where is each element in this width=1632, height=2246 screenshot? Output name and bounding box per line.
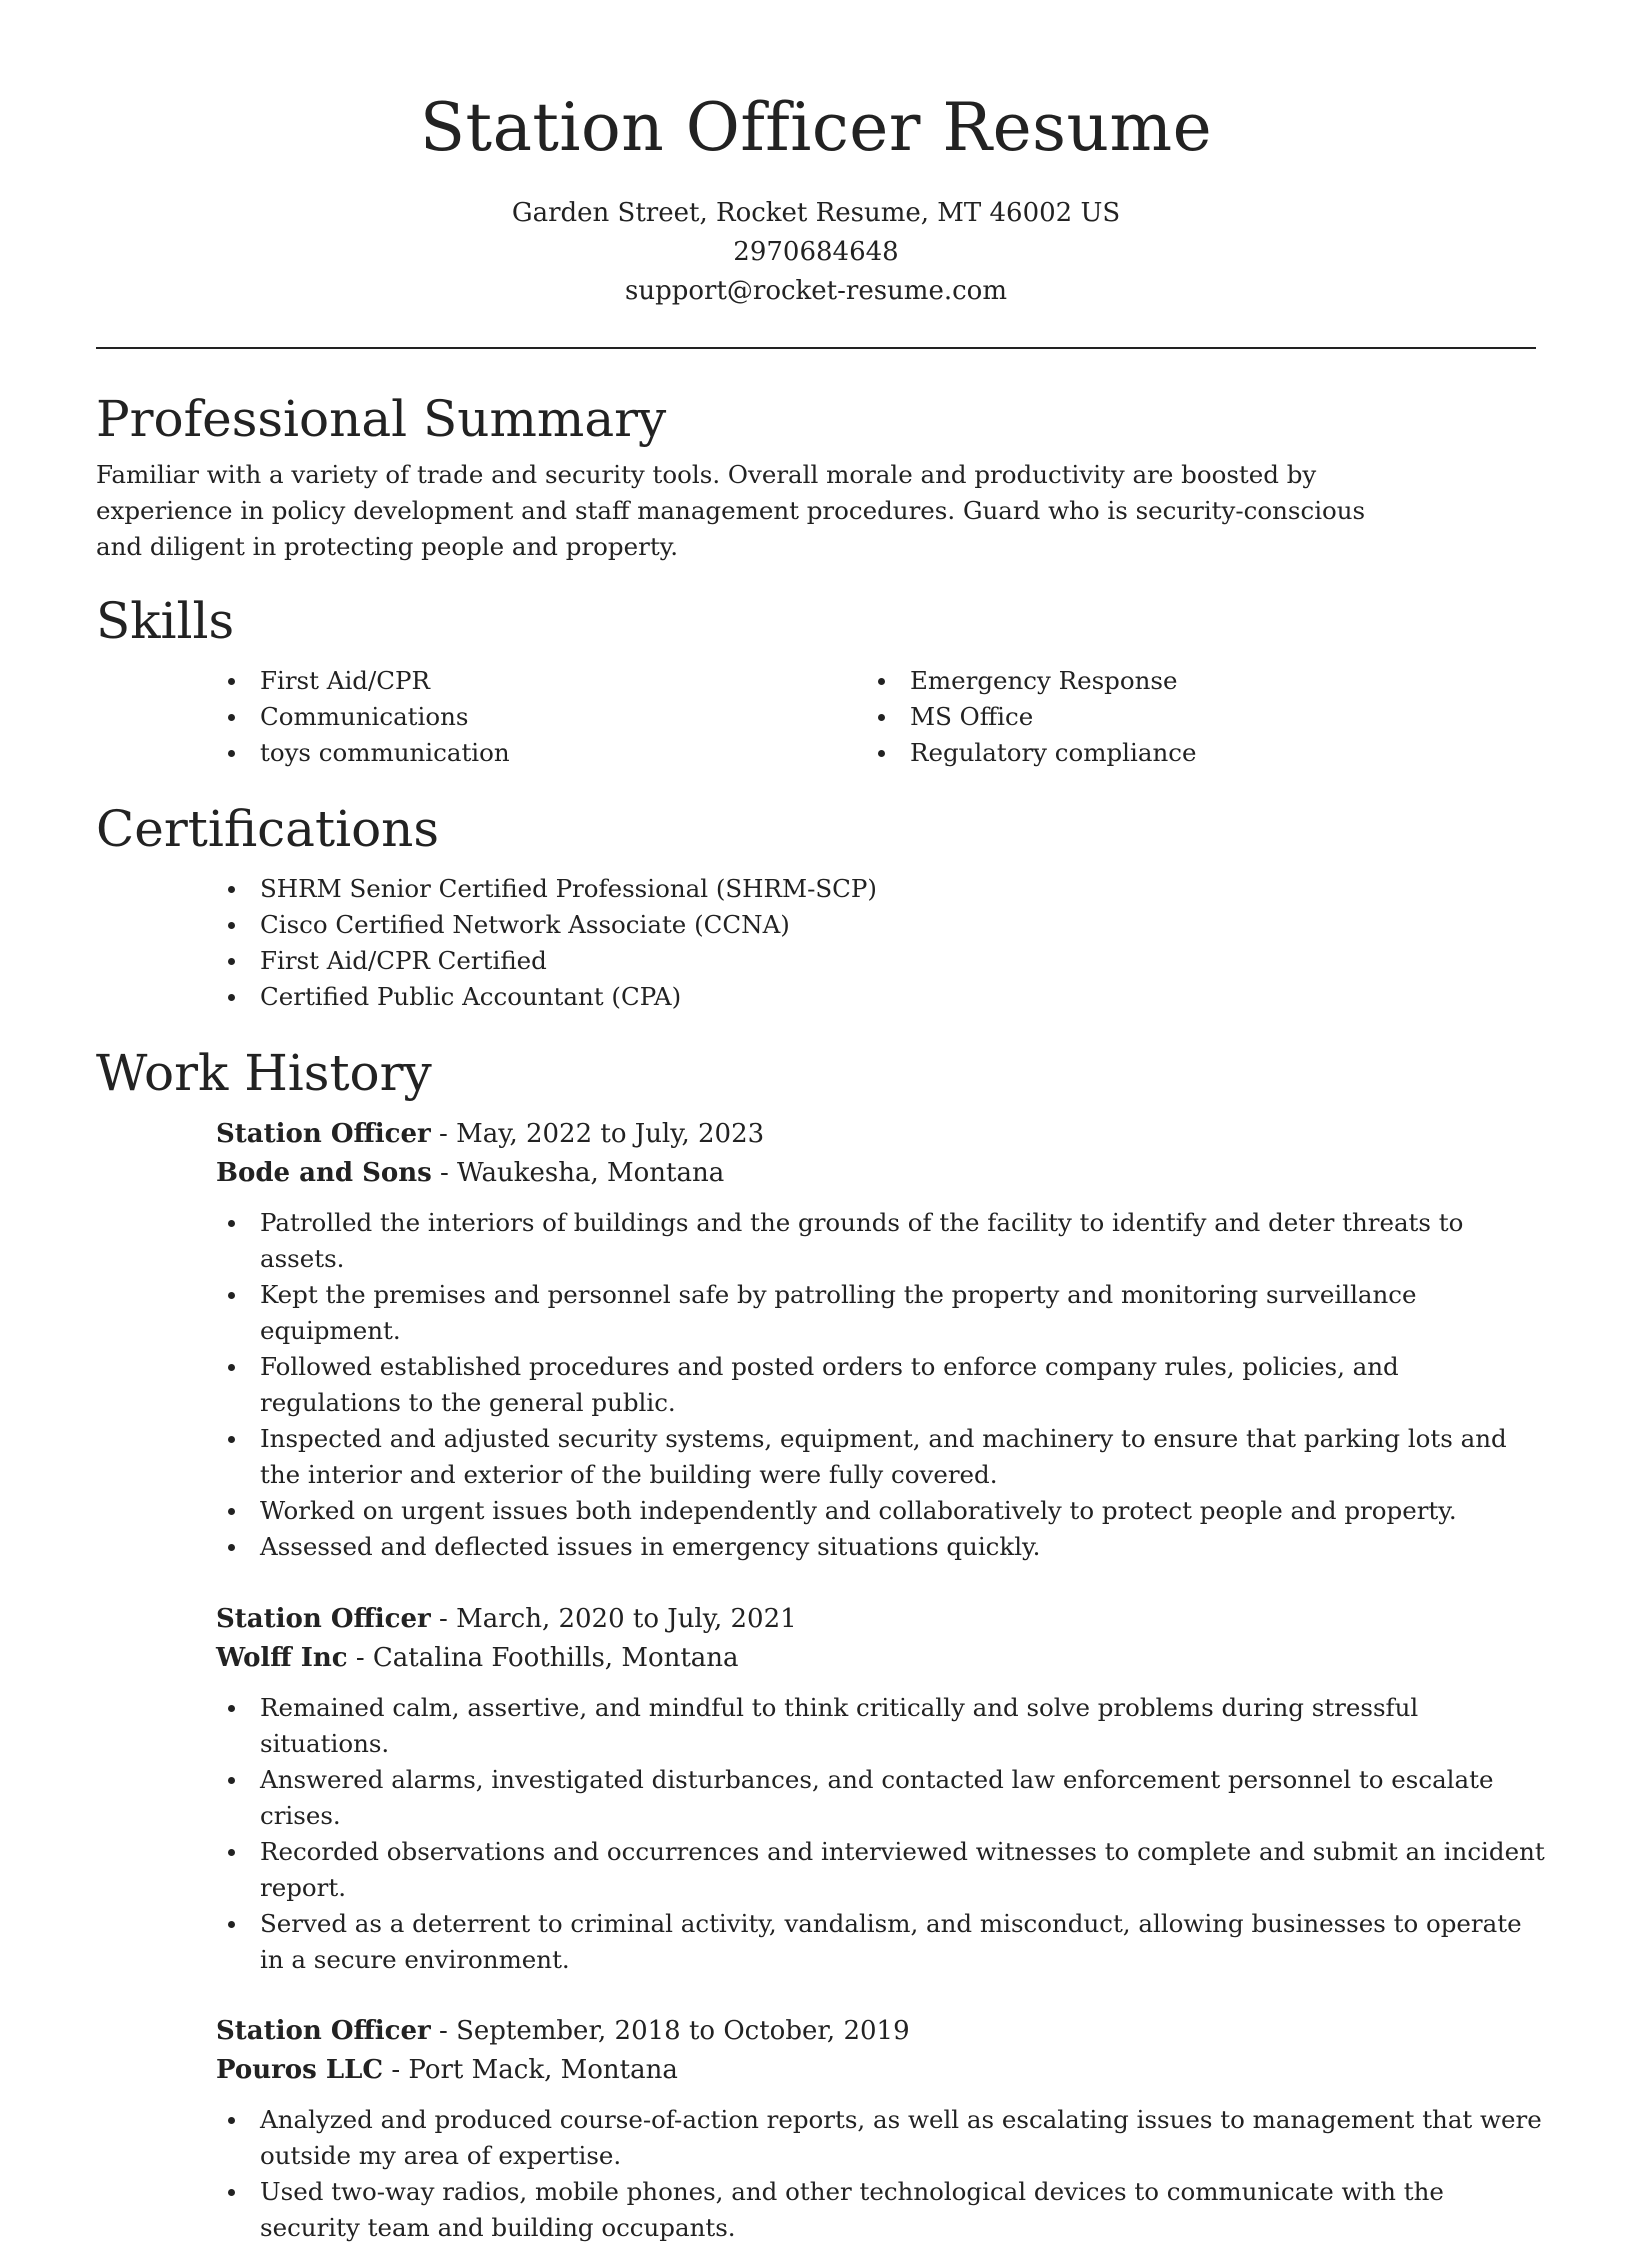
- skills-heading: Skills: [96, 592, 235, 650]
- job-role-line: [216, 1115, 1536, 1154]
- skill-item: Emergency Response: [866, 663, 1516, 699]
- job-role: Station Officer: [216, 1604, 431, 1634]
- job-dates: - March, 2020 to July, 2021: [430, 1604, 797, 1634]
- skill-item: Communications: [216, 699, 866, 735]
- contact-email: support@rocket-resume.com: [624, 276, 1007, 306]
- certifications-section: [96, 797, 1536, 1015]
- certifications-list: [216, 871, 1536, 1015]
- job-location: - Port Mack, Montana: [383, 2055, 678, 2085]
- job-entry: [216, 1600, 1545, 1978]
- job-bullets: [216, 1690, 1546, 1978]
- job-company: Pouros LLC: [216, 2055, 384, 2085]
- job-location: - Waukesha, Montana: [431, 1158, 725, 1188]
- job-bullet: Answered alarms, investigated disturbances, and contacted law enforcement personnel to escalate crises.: [216, 1762, 1546, 1834]
- job-bullet: Followed established procedures and posted orders to enforce company rules, policies, and regulations to the general public.: [216, 1349, 1546, 1421]
- job-bullets: [216, 1205, 1546, 1565]
- job-company-line: [216, 1639, 1536, 1678]
- skill-item: First Aid/CPR: [216, 663, 866, 699]
- resume-header: [96, 0, 1536, 311]
- summary-section: [96, 387, 1536, 565]
- certification-item: SHRM Senior Certified Professional (SHRM-SCP): [216, 871, 1536, 907]
- skills-grid: [216, 663, 1536, 771]
- job-bullet: Inspected and adjusted security systems, equipment, and machinery to ensure that parking lots and the interior and exterior of the building were fully covered.: [216, 1421, 1546, 1493]
- summary-heading: Professional Summary: [96, 390, 667, 448]
- job-dates: - May, 2022 to July, 2023: [430, 1119, 765, 1149]
- resume-title: Station Officer Resume: [419, 89, 1213, 166]
- skill-item: Regulatory compliance: [866, 735, 1516, 771]
- summary-text: Familiar with a variety of trade and security tools. Overall morale and productivity are boosted by experience in policy development and staff management procedures. Guard who is security-conscious and diligent in protecting people and property.: [96, 460, 1366, 561]
- skill-item: MS Office: [866, 699, 1516, 735]
- header-divider: [96, 347, 1536, 349]
- skills-section: [96, 589, 1536, 771]
- contact-address: Garden Street, Rocket Resume, MT 46002 US: [511, 198, 1121, 228]
- job-role-line: [216, 2012, 1536, 2051]
- certification-item: Certified Public Accountant (CPA): [216, 979, 1536, 1015]
- job-bullet: Remained calm, assertive, and mindful to think critically and solve problems during stressful situations.: [216, 1690, 1546, 1762]
- certification-item: First Aid/CPR Certified: [216, 943, 1536, 979]
- job-bullet: Analyzed and produced course-of-action reports, as well as escalating issues to management that were outside my area of expertise.: [216, 2102, 1546, 2174]
- certification-item: Cisco Certified Network Associate (CCNA): [216, 907, 1536, 943]
- work-history-heading: Work History: [96, 1044, 432, 1102]
- work-history-section: [96, 1041, 1545, 2246]
- job-company-line: [216, 1154, 1536, 1193]
- resume-page: [96, 0, 1545, 2246]
- job-bullet: Assessed and deflected issues in emergency situations quickly.: [216, 1529, 1546, 1565]
- job-location: - Catalina Foothills, Montana: [347, 1643, 739, 1673]
- job-bullet: Recorded observations and occurrences and interviewed witnesses to complete and submit an incident report.: [216, 1834, 1546, 1906]
- job-entry: [216, 1115, 1536, 1565]
- job-company-line: [216, 2051, 1536, 2090]
- contact-block: [96, 194, 1536, 311]
- contact-phone: 2970684648: [733, 237, 899, 267]
- job-role: Station Officer: [216, 1119, 431, 1149]
- job-bullet: Kept the premises and personnel safe by patrolling the property and monitoring surveillance equipment.: [216, 1277, 1546, 1349]
- job-role: Station Officer: [216, 2016, 431, 2046]
- job-company: Bode and Sons: [216, 1158, 432, 1188]
- job-bullets: [216, 2102, 1546, 2246]
- job-bullet: Worked on urgent issues both independently and collaboratively to protect people and property.: [216, 1493, 1546, 1529]
- skills-column-left: [216, 663, 866, 771]
- certifications-heading: Certifications: [96, 800, 440, 858]
- job-bullet: Patrolled the interiors of buildings and the grounds of the facility to identify and deter threats to assets.: [216, 1205, 1546, 1277]
- job-bullet: Served as a deterrent to criminal activity, vandalism, and misconduct, allowing businesses to operate in a secure environment.: [216, 1906, 1546, 1978]
- skills-column-right: [866, 663, 1516, 771]
- skill-item: toys communication: [216, 735, 866, 771]
- job-bullet: Used two-way radios, mobile phones, and other technological devices to communicate with the security team and building occupants.: [216, 2174, 1546, 2246]
- job-entry: [216, 2012, 1542, 2246]
- job-dates: - September, 2018 to October, 2019: [430, 2016, 910, 2046]
- job-company: Wolff Inc: [216, 1643, 348, 1673]
- job-role-line: [216, 1600, 1536, 1639]
